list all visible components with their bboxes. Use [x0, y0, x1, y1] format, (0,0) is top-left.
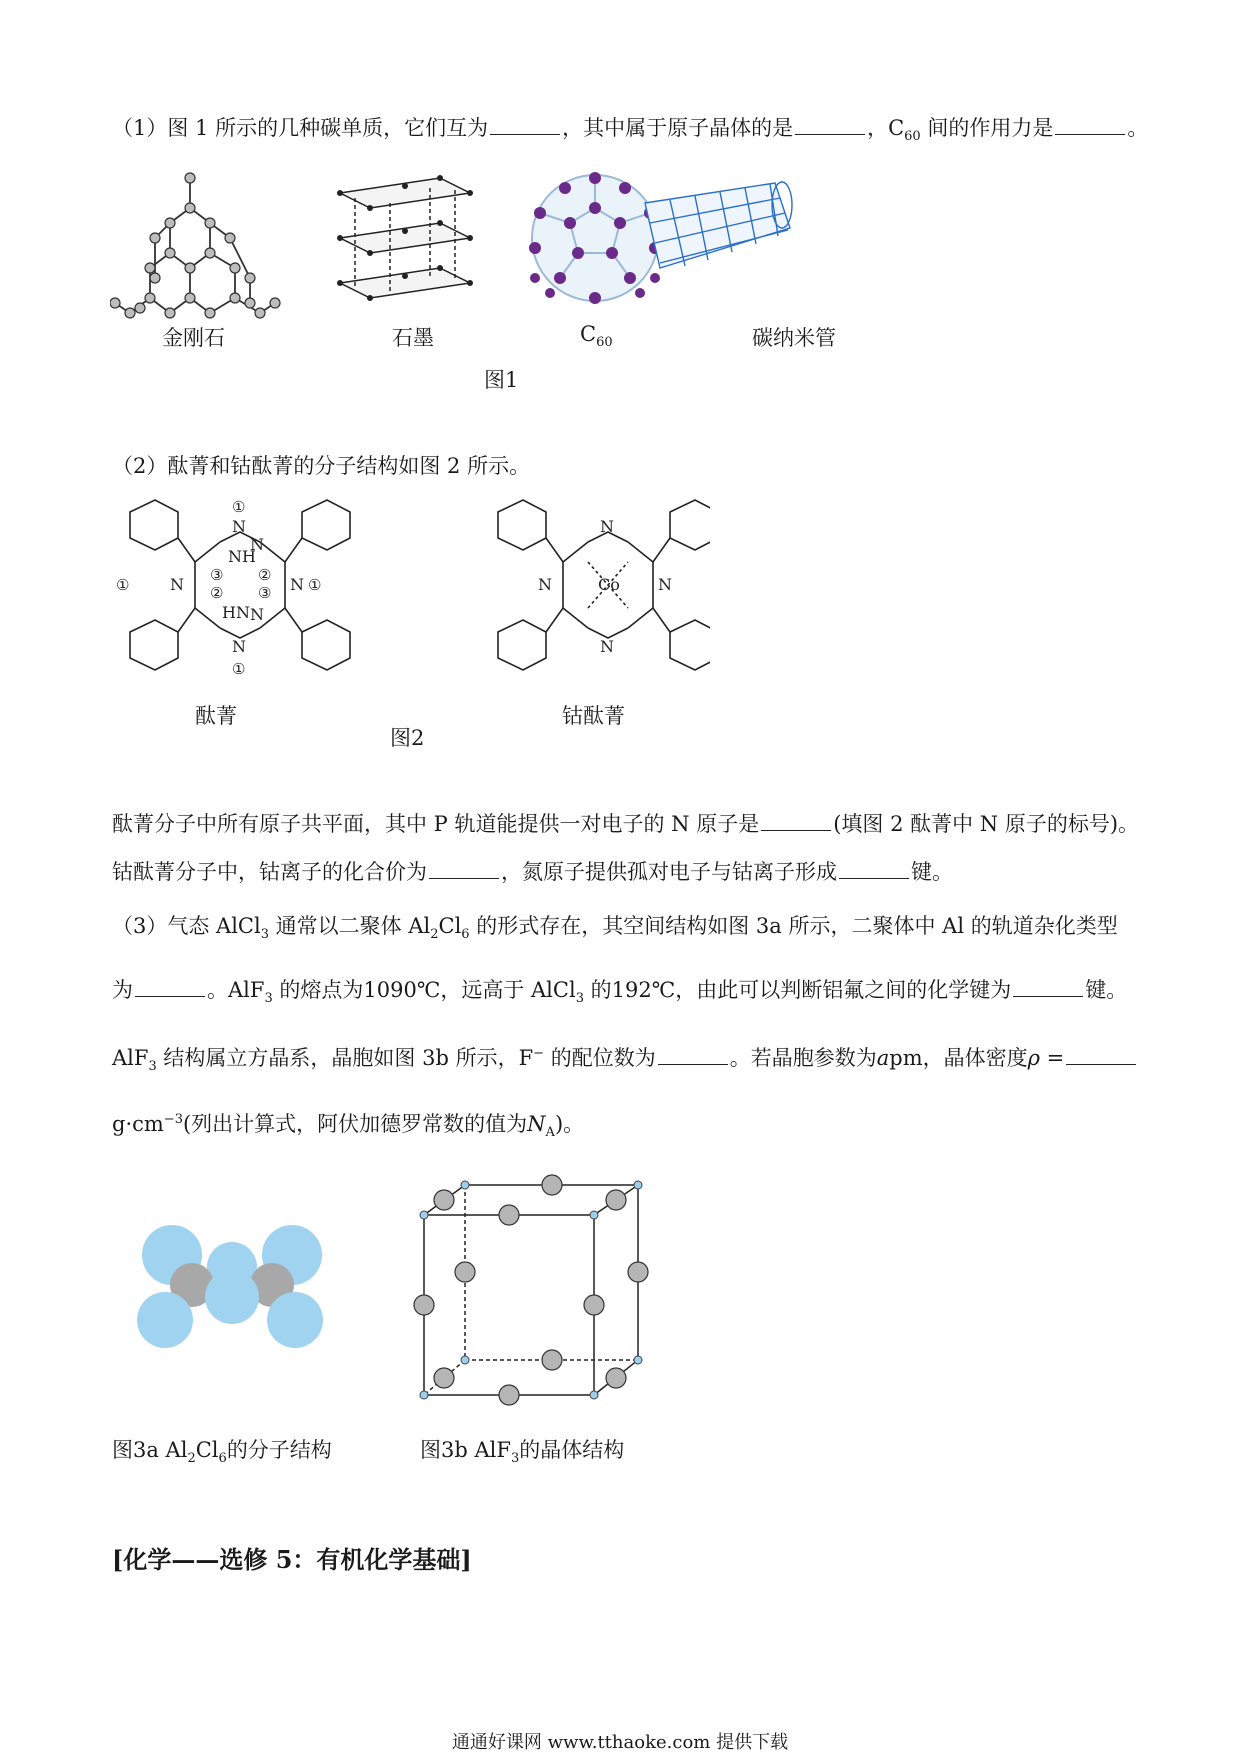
label-cobalt-phthalocyanine: 钴酞菁 — [562, 704, 625, 728]
figure-1-caption: 图1 — [484, 368, 519, 392]
question-3-line-1: （3）气态 AlCl$_3$ 通常以二聚体 $Al_2Cl_6$ 的形式存在，其空间结构如图 3a 所示，二聚体中 Al 的轨道杂化类型 — [112, 914, 1118, 943]
c60-structure — [529, 172, 661, 304]
marker-1: ① — [232, 660, 246, 678]
figure-2-caption: 图2 — [390, 726, 425, 750]
cl-atom — [137, 1292, 193, 1348]
answer-blank[interactable] — [839, 860, 909, 879]
label-c60: $C_{60}$ — [580, 322, 613, 351]
atom-n: N — [290, 575, 304, 594]
atom-hn: HN — [222, 603, 250, 622]
marker-3: ③ — [210, 566, 224, 584]
atom-n: N — [250, 605, 264, 624]
answer-blank[interactable] — [795, 116, 865, 135]
question-3-line-4: $g\cdot cm^{-3}$(列出计算式，阿伏加德罗常数的值为$N_A$)。 — [112, 1112, 585, 1141]
marker-2: ② — [210, 584, 224, 602]
marker-1: ① — [308, 576, 322, 594]
question-2-line-1: 酞菁分子中所有原子共平面，其中 P 轨道能提供一对电子的 N 原子是 (填图 2 酞菁中 N 原子的标号)。 — [112, 812, 1140, 836]
label-graphite: 石墨 — [392, 326, 434, 350]
cl-atom — [205, 1270, 259, 1324]
atom-nh: NH — [228, 547, 256, 566]
f-atoms — [414, 1175, 648, 1405]
atom-co: Co — [598, 575, 620, 594]
label-diamond: 金刚石 — [162, 326, 225, 350]
question-2-line-2: 钴酞菁分子中，钴离子的化合价为 ，氮原子提供孤对电子与钴离子形成 键。 — [112, 860, 953, 884]
al-atoms — [420, 1181, 642, 1399]
question-1-text: （1）图 1 所示的几种碳单质，它们互为 ，其中属于原子晶体的是 ，$C_{60}$ 间的作用力是 。 — [112, 116, 1149, 145]
atom-n: N — [538, 575, 552, 594]
atom-n: N — [600, 637, 614, 656]
graphite-structure — [340, 178, 470, 298]
cl-atom — [267, 1292, 323, 1348]
question-3-line-3: AlF$_3$ 结构属立方晶系，晶胞如图 3b 所示，F− 的配位数为 。若晶胞参数为apm，晶体密度ρ = — [112, 1040, 1138, 1081]
answer-blank[interactable] — [490, 116, 560, 135]
atom-n: N — [600, 517, 614, 536]
figure-1-carbon-allotropes — [110, 168, 910, 351]
marker-2: ② — [258, 566, 272, 584]
diamond-structure — [115, 178, 275, 313]
atom-n: N — [658, 575, 672, 594]
atom-n: N — [170, 575, 184, 594]
figure-3a-caption: 图3a $Al_2Cl_6$的分子结构 — [112, 1438, 332, 1467]
marker-1: ① — [232, 498, 246, 516]
answer-blank[interactable] — [1066, 1046, 1136, 1065]
atom-n: N — [250, 535, 264, 554]
figure-3b-alf3-cell — [410, 1168, 650, 1408]
figure-3a-al2cl6 — [130, 1215, 350, 1365]
unit-cell-edges — [424, 1185, 638, 1395]
answer-blank[interactable] — [1013, 978, 1083, 997]
atom-n: N — [232, 637, 246, 656]
section-heading: [化学——选修 5：有机化学基础] — [112, 1545, 472, 1574]
marker-3: ③ — [258, 584, 272, 602]
diamond-atoms — [110, 173, 280, 318]
answer-blank[interactable] — [658, 1046, 728, 1065]
answer-blank[interactable] — [1055, 116, 1125, 135]
figure-2-phthalocyanine — [110, 492, 710, 692]
answer-blank[interactable] — [761, 812, 831, 831]
label-phthalocyanine: 酞菁 — [195, 704, 237, 728]
label-nanotube: 碳纳米管 — [752, 326, 836, 350]
question-2-intro: （2）酞菁和钴酞菁的分子结构如图 2 所示。 — [112, 454, 531, 478]
answer-blank[interactable] — [429, 860, 499, 879]
marker-1: ① — [116, 576, 130, 594]
atom-n: N — [232, 517, 246, 536]
answer-blank[interactable] — [135, 978, 205, 997]
footer: 通通好课网 www.tthaoke.com 提供下载 — [451, 1732, 789, 1753]
question-3-line-2: 为 。AlF$_3$ 的熔点为1090℃，远高于 AlCl$_3$ 的192℃，由此可以判断铝氟之间的化学键为 键。 — [112, 978, 1128, 1007]
figure-3b-caption: 图3b AlF$_3$的晶体结构 — [420, 1438, 625, 1467]
nanotube-structure — [645, 182, 792, 268]
